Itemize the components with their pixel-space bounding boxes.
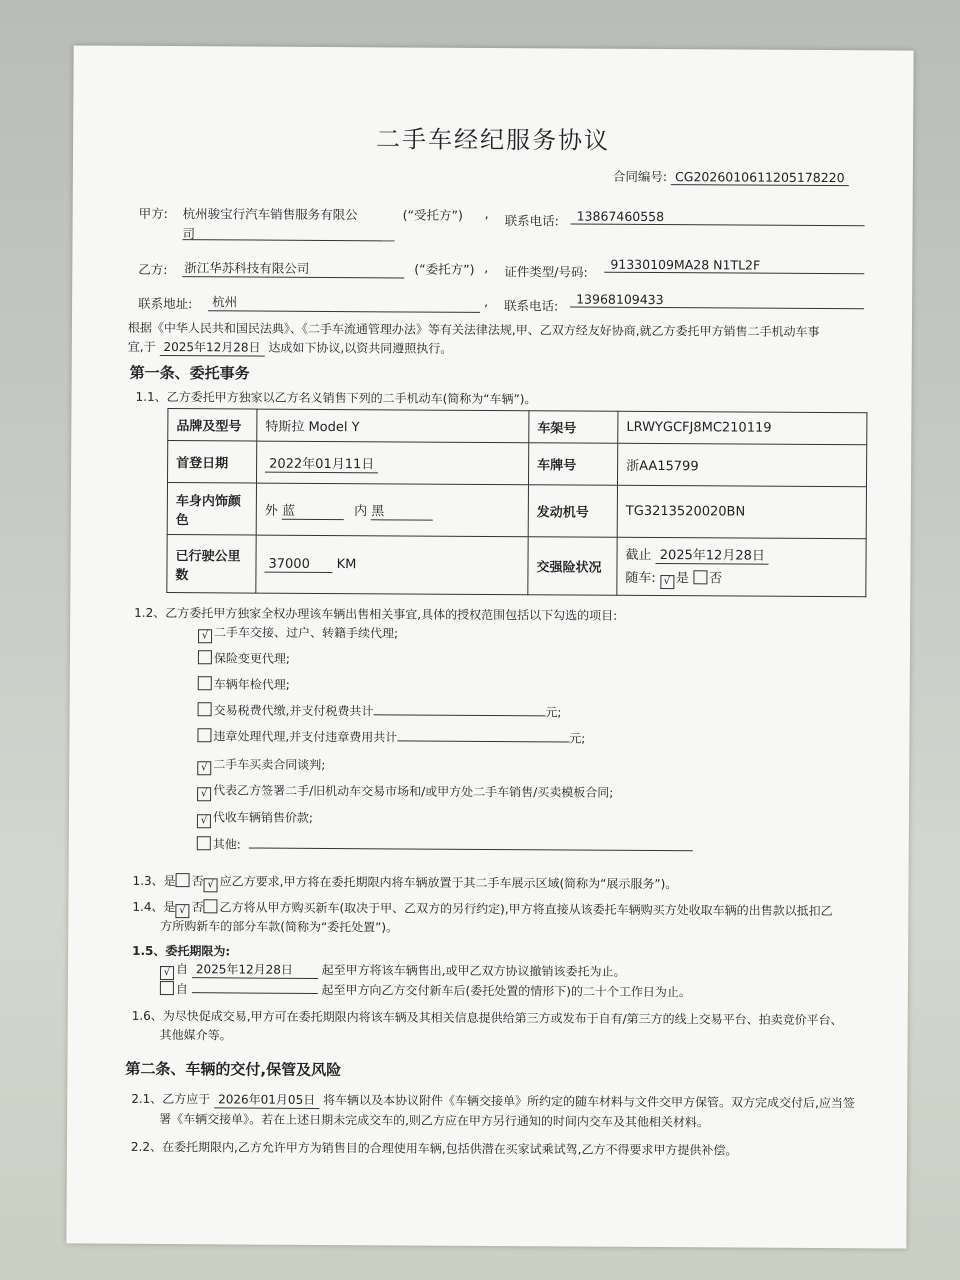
display-no-checkbox[interactable]: √ bbox=[204, 878, 218, 892]
option-label: 保险变更代理; bbox=[213, 651, 291, 666]
vin-label: 车架号 bbox=[529, 411, 618, 444]
option-checkbox[interactable]: √ bbox=[197, 761, 211, 775]
color-cell bbox=[256, 483, 528, 537]
item-1-3-text: 应乙方要求,甲方将在委托期限内将车辆放置于其二手车展示区域(简称为“展示服务”)。 bbox=[219, 874, 678, 892]
option-checkbox[interactable] bbox=[198, 702, 212, 716]
mileage-value: 37000 bbox=[264, 556, 332, 572]
brand-value: 特斯拉 Model Y bbox=[257, 409, 529, 443]
contract-number bbox=[613, 167, 849, 186]
option-checkbox[interactable] bbox=[197, 728, 211, 742]
option-row bbox=[197, 755, 325, 776]
insurance-label: 交强险状况 bbox=[528, 537, 617, 596]
mileage-cell bbox=[256, 535, 528, 595]
party-b-name: 浙江华苏科技有限公司 bbox=[182, 258, 404, 278]
brand-label: 品牌及型号 bbox=[168, 409, 257, 442]
party-b-comma: , bbox=[484, 259, 489, 275]
option-row bbox=[198, 623, 398, 644]
term-2-checkbox[interactable] bbox=[160, 981, 174, 995]
with-car-label: 随车: bbox=[625, 570, 656, 587]
item-1-3 bbox=[132, 872, 677, 895]
term-option-2 bbox=[160, 980, 691, 1000]
item-1-6-line-1: 1.6、为尽快促成交易,甲方可在委托期限内将该车辆及其相关信息提供给第三方或发布于自有/第三方的线上交易平台、拍卖竞价平台、 bbox=[131, 1008, 843, 1028]
first-reg-value: 2022年01月11日 bbox=[265, 452, 378, 473]
term-1-checkbox[interactable]: √ bbox=[160, 966, 174, 980]
contract-number-value: CG2026010611205178220 bbox=[671, 169, 849, 186]
intro-line-2 bbox=[128, 338, 453, 358]
option-checkbox[interactable]: √ bbox=[197, 787, 211, 801]
other-blank[interactable] bbox=[249, 848, 693, 852]
violation-yuan: 元; bbox=[569, 731, 586, 746]
engine-value: TG3213520020BN bbox=[617, 485, 866, 539]
first-reg-label: 首登日期 bbox=[167, 441, 256, 484]
plate-label: 车牌号 bbox=[528, 443, 617, 486]
option-checkbox[interactable]: √ bbox=[197, 814, 211, 828]
item-1-1: 1.1、乙方委托甲方独家以乙方名义销售下列的二手机动车(简称为“车辆”)。 bbox=[135, 389, 537, 407]
party-a-comma: , bbox=[484, 205, 489, 221]
item-1-2: 1.2、乙方委托甲方独家全权办理该车辆出售相关事宜,具体的授权范围包括以下勾选的项目: bbox=[134, 605, 618, 623]
address-comma: , bbox=[484, 293, 489, 309]
option-checkbox[interactable] bbox=[198, 650, 212, 664]
option-label: 其他: bbox=[212, 837, 241, 852]
with-car-no-checkbox[interactable] bbox=[693, 570, 707, 584]
option-label: 交易税费代缴,并支付税费共计 bbox=[213, 703, 374, 719]
term-1-text: 起至甲方将该车辆售出,或甲乙双方协议撤销该委托为止。 bbox=[321, 962, 626, 979]
item-1-4-text: 乙方将从甲方购买新车(取决于甲、乙双方的另行约定),甲方将直接从该委托车辆购买方处收取车辆的出售款以抵扣乙 bbox=[219, 900, 833, 919]
option-label: 代表乙方签署二手/旧机动车交易市场和/或甲方处二手车销售/买卖模板合同; bbox=[213, 783, 614, 800]
party-b-label: 乙方: bbox=[138, 261, 168, 278]
violation-amount-blank[interactable] bbox=[397, 740, 569, 742]
with-car-no-label: 否 bbox=[709, 571, 723, 587]
term-2-text: 起至甲方向乙方交付新车后(委托处置的情形下)的二十个工作日为止。 bbox=[321, 982, 691, 1000]
item-1-4-no-label: 否 bbox=[191, 900, 204, 915]
term-1-from: 自 bbox=[175, 962, 189, 977]
item-2-1-date: 2026年01月05日 bbox=[214, 1090, 319, 1109]
mileage-unit: KM bbox=[336, 556, 357, 572]
party-b-id: 91330109MA28 N1TL2F bbox=[604, 257, 864, 275]
inner-color-value: 黑 bbox=[371, 500, 433, 520]
outer-color-label: 外 bbox=[264, 503, 278, 519]
option-label: 违章处理代理,并支付违章费用共计 bbox=[213, 729, 398, 745]
item-1-5: 1.5、委托期限为: bbox=[132, 943, 231, 959]
party-b-phone-label: 联系电话: bbox=[504, 298, 559, 314]
item-1-4-line-2: 方所购新车的部分车款(简称为“委托处置”)。 bbox=[160, 918, 399, 935]
option-label: 二手车买卖合同谈判; bbox=[213, 757, 326, 772]
insurance-until-date: 2025年12月28日 bbox=[656, 544, 769, 565]
option-row bbox=[198, 701, 562, 720]
party-a-role: (“受托方”) bbox=[402, 207, 463, 223]
first-reg-cell bbox=[256, 441, 528, 485]
item-1-3-no-label: 否 bbox=[191, 874, 204, 889]
party-a-phone-label: 联系电话: bbox=[504, 213, 559, 229]
item-2-1-text: 将车辆以及本协议附件《车辆交接单》所约定的随车材料与文件交甲方保管。双方完成交付后,应当签 bbox=[323, 1092, 855, 1111]
party-a-name-line2: 司 bbox=[182, 226, 196, 242]
address-value: 杭州 bbox=[208, 292, 480, 313]
party-b-role: (“委托方”) bbox=[414, 261, 475, 277]
intro-prefix: 宜,于 bbox=[127, 339, 156, 354]
party-a-name-line1: 杭州骏宝行汽车销售服务有限公 bbox=[182, 206, 358, 223]
option-row bbox=[197, 781, 613, 804]
party-a-phone: 13867460558 bbox=[571, 208, 865, 226]
option-row bbox=[197, 835, 693, 855]
plate-value: 浙AA15799 bbox=[617, 443, 866, 487]
tax-amount-blank[interactable] bbox=[373, 714, 545, 716]
mileage-label: 已行驶公里数 bbox=[167, 535, 256, 594]
vehicle-table bbox=[166, 408, 867, 597]
option-row bbox=[198, 649, 290, 667]
disposal-yes-checkbox[interactable]: √ bbox=[175, 904, 189, 918]
with-car-yes-checkbox[interactable]: √ bbox=[660, 575, 674, 589]
insurance-cell bbox=[617, 537, 866, 597]
item-2-1-line-1 bbox=[131, 1090, 855, 1112]
item-1-3-yes-label: 1.3、是 bbox=[132, 873, 176, 889]
intro-suffix: 达成如下协议,以资共同遵照执行。 bbox=[268, 340, 453, 356]
party-b-id-label: 证件类型/号码: bbox=[504, 264, 588, 280]
option-label: 二手车交接、过户、转籍手续代理; bbox=[214, 625, 399, 641]
tax-yuan: 元; bbox=[545, 705, 562, 720]
display-yes-checkbox[interactable] bbox=[176, 873, 190, 887]
option-row bbox=[198, 675, 290, 693]
intro-date: 2025年12月28日 bbox=[159, 338, 264, 357]
address-label: 联系地址: bbox=[138, 295, 193, 312]
document-title: 二手车经纪服务协议 bbox=[376, 125, 611, 155]
option-label: 车辆年检代理; bbox=[213, 677, 290, 692]
engine-label: 发动机号 bbox=[528, 485, 617, 538]
term-option-1 bbox=[160, 960, 626, 983]
option-checkbox[interactable] bbox=[197, 836, 211, 850]
option-row bbox=[197, 727, 585, 746]
insurance-until-label: 截止 bbox=[625, 547, 652, 563]
term-1-date[interactable]: 2025年12月28日 bbox=[192, 960, 318, 979]
color-label: 车身内饰颜色 bbox=[167, 483, 256, 536]
item-2-2: 2.2、在委托期限内,乙方允许甲方为销售目的合理使用车辆,包括供潜在买家试乘试驾,乙方不得要求甲方提供补偿。 bbox=[130, 1139, 738, 1158]
contract-number-label: 合同编号: bbox=[612, 168, 668, 185]
item-2-1-line-2: 署《车辆交接单》。若在上述日期未完成交车的,则乙方应在甲方另行通知的时间内交车及其他相关材料。 bbox=[159, 1111, 709, 1130]
item-2-1-prefix: 2.1、乙方应于 bbox=[131, 1091, 211, 1107]
option-checkbox[interactable]: √ bbox=[198, 629, 212, 643]
section-1-title: 第一条、委托事务 bbox=[129, 363, 250, 383]
option-label: 代收车辆销售价款; bbox=[212, 810, 314, 825]
item-1-6-line-2: 其他媒介等。 bbox=[159, 1027, 232, 1043]
term-2-date-blank[interactable] bbox=[192, 992, 318, 994]
term-2-from: 自 bbox=[175, 982, 188, 997]
outer-color-value: 蓝 bbox=[282, 499, 344, 519]
item-1-4-yes-label: 1.4、是 bbox=[132, 899, 176, 915]
intro-line-1: 根据《中华人民共和国民法典》、《二手车流通管理办法》等有关法律法规,甲、乙双方经友好协商,就乙方委托甲方销售二手机动车事 bbox=[127, 320, 820, 340]
option-checkbox[interactable] bbox=[198, 676, 212, 690]
option-row bbox=[197, 808, 313, 829]
party-a-label: 甲方: bbox=[138, 205, 168, 222]
vin-value: LRWYGCFJ8MC210119 bbox=[618, 411, 867, 445]
inner-color-label: 内 bbox=[354, 503, 368, 519]
contract-paper bbox=[66, 45, 913, 1248]
with-car-yes-label: 是 bbox=[675, 571, 690, 587]
party-b-phone: 13968109433 bbox=[570, 291, 864, 309]
disposal-no-checkbox[interactable] bbox=[203, 899, 217, 913]
section-2-title: 第二条、车辆的交付,保管及风险 bbox=[125, 1059, 342, 1080]
